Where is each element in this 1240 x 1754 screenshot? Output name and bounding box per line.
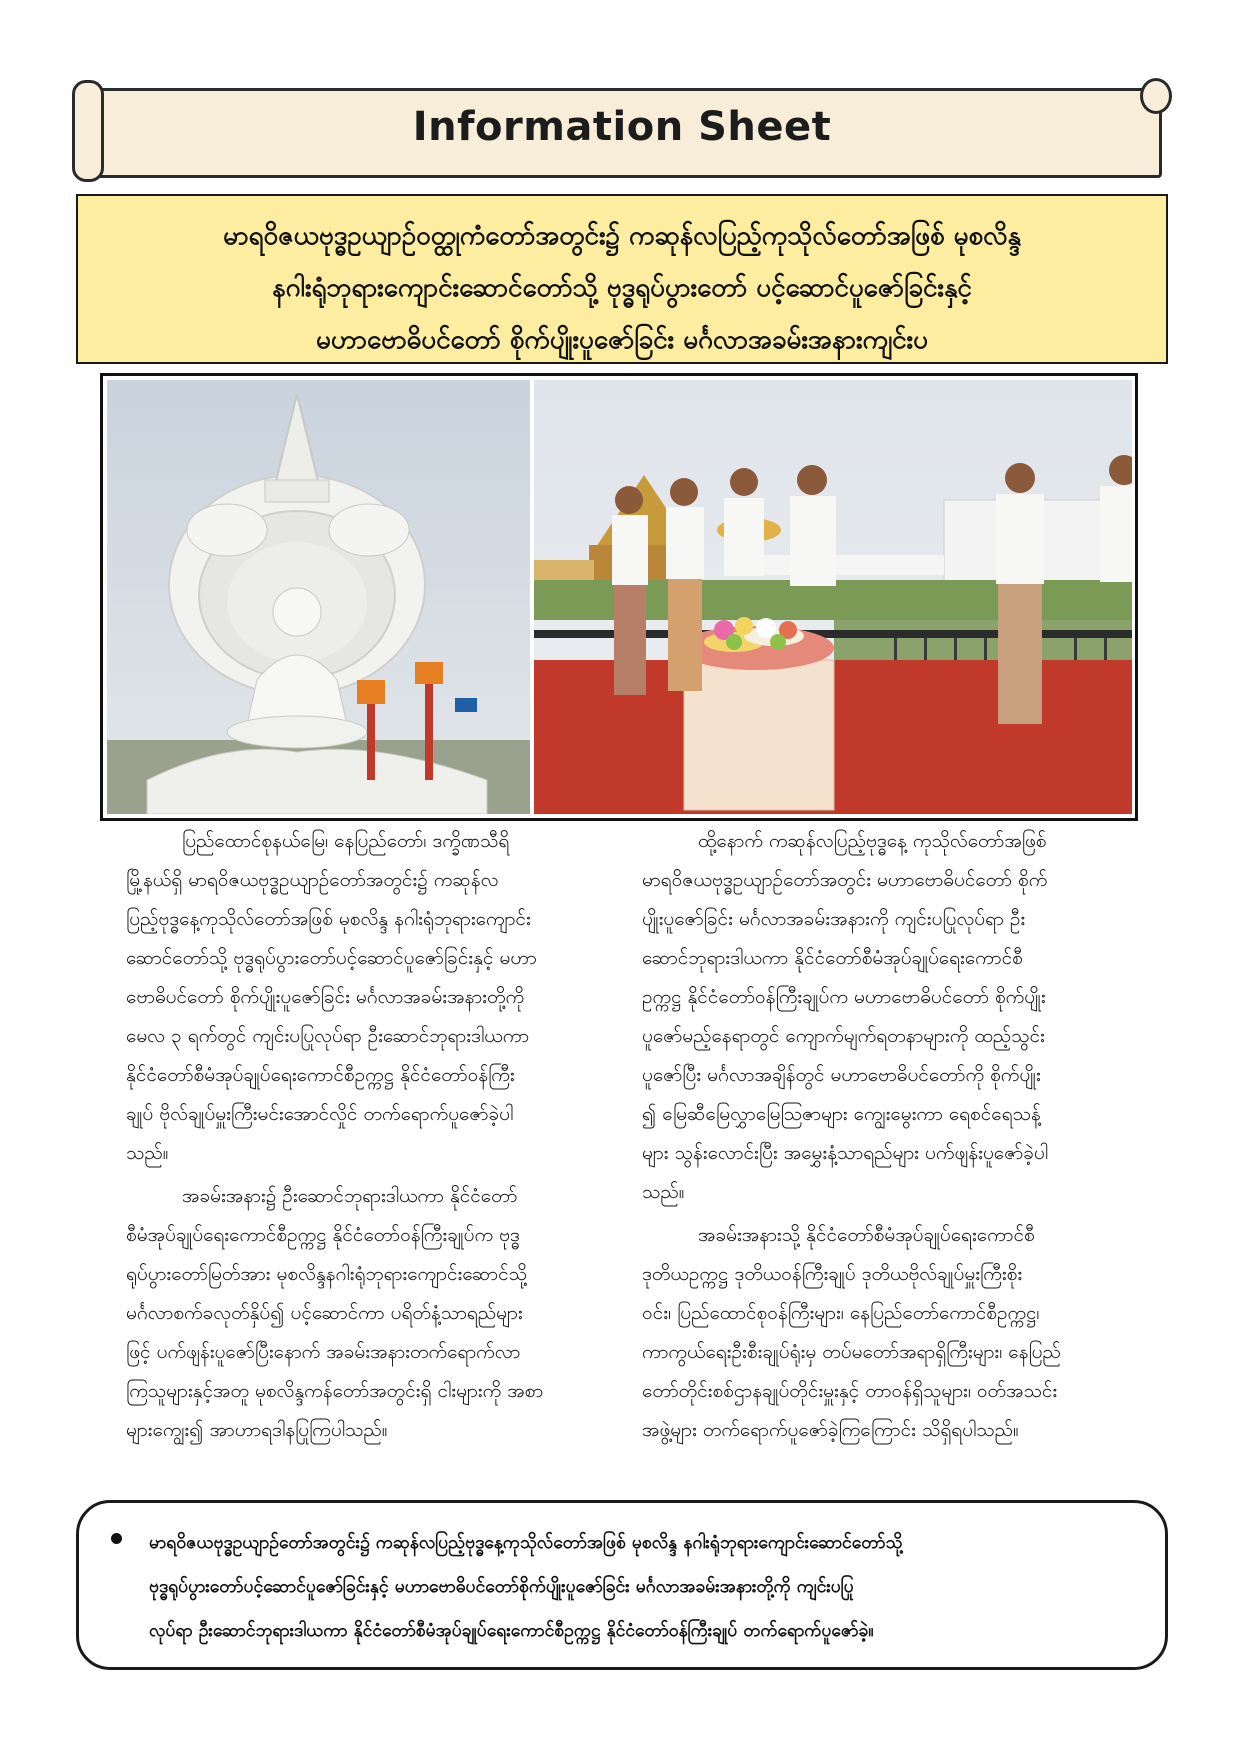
text-line: ပြည်ထောင်စုနယ်မြေ၊ နေပြည်တော်၊ ဒက္ခိဏသီရိ (182, 830, 510, 852)
text-line: ပူဇော်ပြီး မင်္ဂလာအချိန်တွင် မဟာဗောဓိပင်တော်ကို စိုက်ပျိုး (642, 1064, 1041, 1086)
summary-box (76, 1500, 1168, 1670)
headline-line: မာရဝိဇယဗုဒ္ဓဥယျာဉ်ဝတ္ထုကံတော်အတွင်း၌ ကဆုန်လပြည့်ကုသိုလ်တော်အဖြစ် မုစလိန္ဒ (223, 221, 1021, 251)
headline-line: မဟာဗောဓိပင်တော် စိုက်ပျိုးပူဇော်ခြင်း မင်္ဂလာအခမ်းအနားကျင်းပ (316, 325, 928, 355)
text-line: အခမ်းအနားသို့ နိုင်ငံတော်စီမံအုပ်ချုပ်ရေးကောင်စီ (698, 1224, 1035, 1246)
text-line: များ သွန်းလောင်းပြီး အမွှေးနံ့သာရည်များ ပက်ဖျန်းပူဇော်ခဲ့ပါ (642, 1142, 1049, 1164)
text-line: သည်။ (642, 1181, 685, 1203)
text-line: သည်။ (126, 1142, 169, 1164)
summary-line: ဗုဒ္ဓရုပ်ပွားတော်ပင့်ဆောင်ပူဇော်ခြင်းနှင့် မဟာဗောဓိပင်တော်စိုက်ပျိုးပူဇော်ခြင်း မင်္ဂလာအခမ်းအနားတို့ကို ကျင်းပပြု (149, 1577, 854, 1597)
ceremony-photo (534, 380, 1132, 814)
text-line: ကာကွယ်ရေးဦးစီးချုပ်ရုံးမှ တပ်မတော်အရာရှိကြီးများ၊ နေပြည် (642, 1341, 1061, 1363)
text-line: မာရဝိဇယဗုဒ္ဓဥယျာဉ်တော်အတွင်း မဟာဗောဓိပင်တော် စိုက် (642, 869, 1048, 891)
text-line: အခမ်းအနား၌ ဦးဆောင်ဘုရားဒါယကာ နိုင်ငံတော် (182, 1185, 518, 1207)
text-line: ကြသူများနှင့်အတူ မုစလိန္ဒကန်တော်အတွင်းရှိ ငါးများကို အစာ (126, 1380, 544, 1402)
text-line: မေလ ၃ ရက်တွင် ကျင်းပပြုလုပ်ရာ ဦးဆောင်ဘုရားဒါယကာ (126, 1025, 530, 1047)
text-line: ပြည့်ဗုဒ္ဓနေ့ကုသိုလ်တော်အဖြစ် မုစလိန္ဒ နဂါးရုံဘုရားကျောင်း (126, 908, 531, 930)
article-paragraph (642, 1216, 1132, 1450)
text-line: များကျွေး၍ အာဟာရဒါနပြုကြပါသည်။ (126, 1419, 388, 1441)
text-line: စီမံအုပ်ချုပ်ရေးကောင်စီဥက္ကဋ္ဌ နိုင်ငံတော်ဝန်ကြီးချုပ်က ဗုဒ္ဓ (126, 1224, 520, 1246)
text-line: ဆောင်ဘုရားဒါယကာ နိုင်ငံတော်စီမံအုပ်ချုပ်ရေးကောင်စီ (642, 947, 1023, 969)
text-line: ဥက္ကဋ္ဌ နိုင်ငံတော်ဝန်ကြီးချုပ်က မဟာဗောဓိပင်တော် စိုက်ပျိုး (642, 986, 1046, 1008)
text-line: မင်္ဂလာစက်ခလုတ်နှိပ်၍ ပင့်ဆောင်ကာ ပရိတ်နံ့သာရည်များ (126, 1302, 523, 1324)
buddha-statue-image (107, 380, 530, 814)
text-line: ဒုတိယဥက္ကဋ္ဌ ဒုတိယဝန်ကြီးချုပ် ဒုတိယဗိုလ်ချုပ်မှူးကြီးစိုး (642, 1263, 1023, 1285)
headline-line: နဂါးရုံဘုရားကျောင်းဆောင်တော်သို့ ဗုဒ္ဓရုပ်ပွားတော် ပင့်ဆောင်ပူဇော်ခြင်းနှင့် (272, 273, 972, 303)
article-left-column (126, 822, 616, 1454)
article-paragraph (642, 822, 1132, 1212)
text-line: နိုင်ငံတော်စီမံအုပ်ချုပ်ရေးကောင်စီဥက္ကဋ္ဌ နိုင်ငံတော်ဝန်ကြီး (126, 1064, 515, 1086)
text-line: ထို့နောက် ကဆုန်လပြည့်ဗုဒ္ဓနေ့ ကုသိုလ်တော်အဖြစ် (698, 830, 1047, 852)
text-line: အဖွဲ့များ တက်ရောက်ပူဇော်ခဲ့ကြကြောင်း သိရှိရပါသည်။ (642, 1419, 1019, 1441)
text-line: ရုပ်ပွားတော်မြတ်အား မုစလိန္ဒနဂါးရုံဘုရားကျောင်းဆောင်သို့ (126, 1263, 527, 1285)
ceremony-image (534, 380, 1132, 814)
buddha-statue-photo (107, 380, 530, 814)
headline-box (76, 194, 1168, 364)
text-line: မြို့နယ်ရှိ မာရဝိဇယဗုဒ္ဓဥယျာဉ်တော်အတွင်း၌ ကဆုန်လ (126, 869, 499, 891)
text-line: ဖြင့် ပက်ဖျန်းပူဇော်ပြီးနောက် အခမ်းအနားတက်ရောက်လာ (126, 1341, 521, 1363)
page-title: Information Sheet (412, 104, 832, 150)
summary-line: မာရဝိဇယဗုဒ္ဓဥယျာဉ်တော်အတွင်း၌ ကဆုန်လပြည့်ဗုဒ္ဓနေ့ကုသိုလ်တော်အဖြစ် မုစလိန္ဒ နဂါးရုံဘုရားကျောင်းဆောင်တော်သို့ (149, 1533, 903, 1553)
bullet-icon (111, 1533, 122, 1544)
article-paragraph (126, 822, 616, 1173)
text-line: ဝင်း၊ ပြည်ထောင်စုဝန်ကြီးများ၊ နေပြည်တော်ကောင်စီဥက္ကဋ္ဌ၊ (642, 1302, 1040, 1324)
text-line: ပျိုးပူဇော်ခြင်း မင်္ဂလာအခမ်းအနားကို ကျင်းပပြုလုပ်ရာ ဦး (642, 908, 1026, 930)
text-line: ၍ မြေဆီမြေလွှာမြေဩဇာများ ကျွေးမွေးကာ ရေစင်ရေသန့် (642, 1103, 1041, 1125)
article-right-column (642, 822, 1132, 1454)
article-paragraph (126, 1177, 616, 1450)
text-line: ဆောင်တော်သို့ ဗုဒ္ဓရုပ်ပွားတော်ပင့်ဆောင်ပူဇော်ခြင်းနှင့် မဟာ (126, 947, 537, 969)
title-scroll-banner (72, 78, 1172, 178)
text-line: ချုပ် ဗိုလ်ချုပ်မှူးကြီးမင်းအောင်လှိုင် တက်ရောက်ပူဇော်ခဲ့ပါ (126, 1103, 514, 1125)
text-line: တော်တိုင်းစစ်ဌာနချုပ်တိုင်းမှူးနှင့် တာဝန်ရှိသူများ၊ ဝတ်အသင်း (642, 1380, 1058, 1402)
text-line: ဗောဓိပင်တော် စိုက်ပျိုးပူဇော်ခြင်း မင်္ဂလာအခမ်းအနားတို့ကို (126, 986, 525, 1008)
summary-line: လုပ်ရာ ဦးဆောင်ဘုရားဒါယကာ နိုင်ငံတော်စီမံအုပ်ချုပ်ရေးကောင်စီဥက္ကဋ္ဌ နိုင်ငံတော်ဝန်ကြီးချုပ် တက်ရောက်ပူဇော်ခဲ့။ (149, 1621, 874, 1641)
text-line: ပူဇော်မည့်နေရာတွင် ကျောက်မျက်ရတနာများကို ထည့်သွင်း (642, 1025, 1045, 1047)
photo-frame (100, 373, 1138, 821)
